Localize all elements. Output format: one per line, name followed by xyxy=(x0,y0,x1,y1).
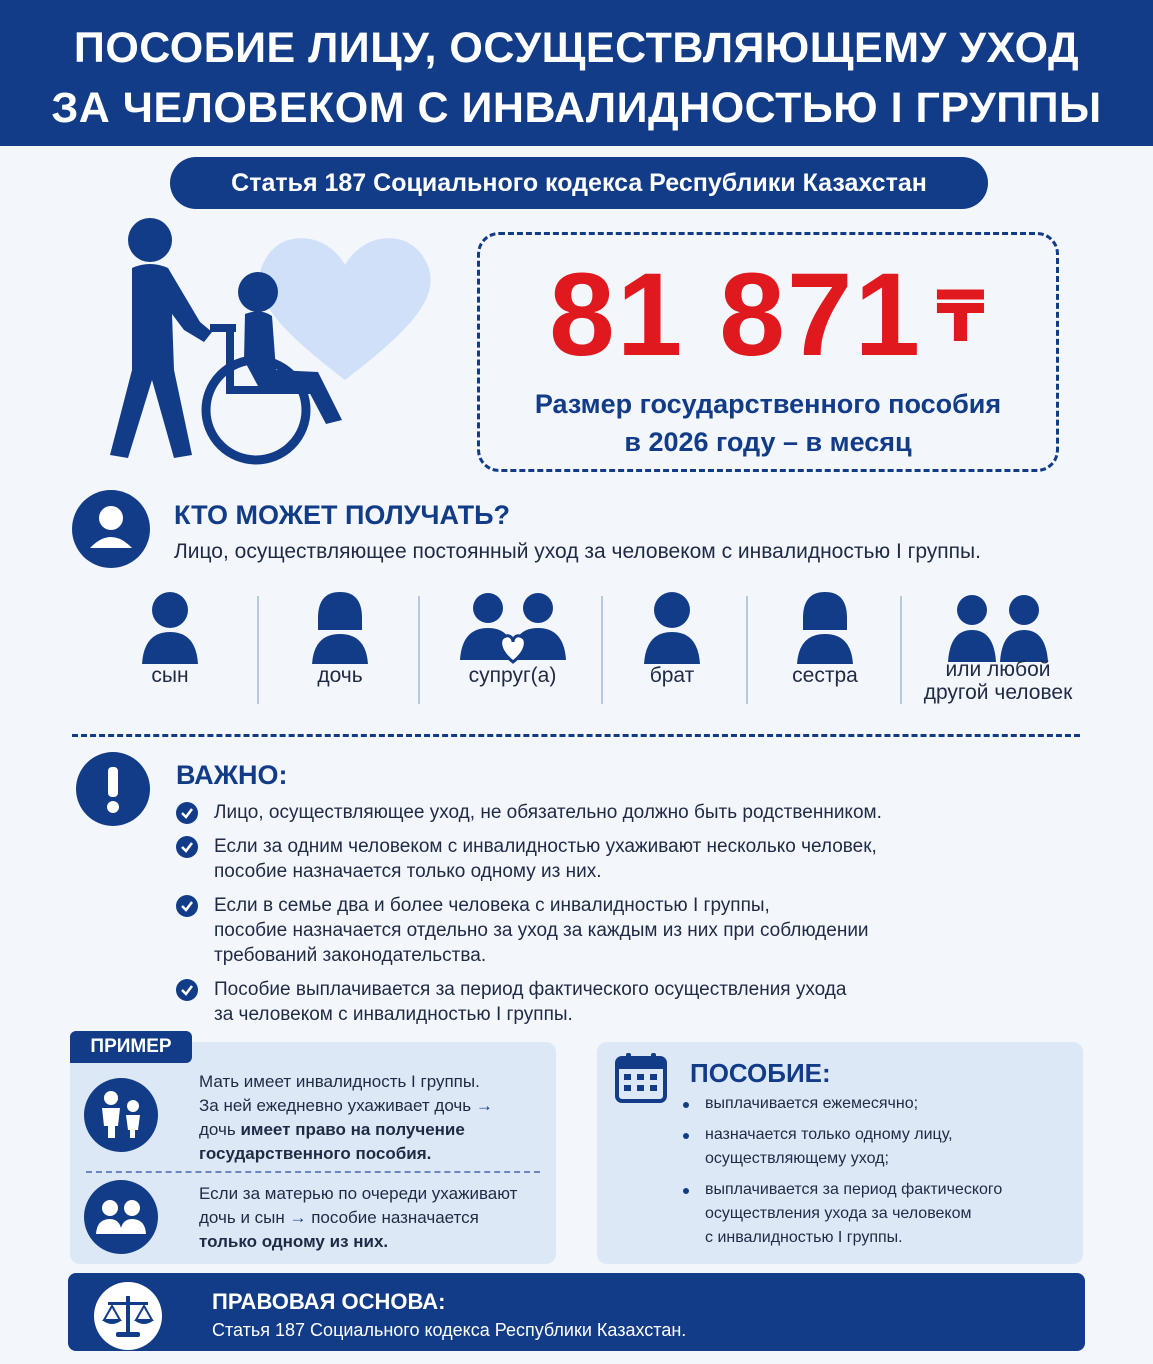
user-icon xyxy=(72,490,150,568)
amount-value: 81 871 xyxy=(549,249,923,381)
list-item xyxy=(176,834,956,884)
example-text: дочь xyxy=(199,1120,241,1139)
relative-label: или любой xyxy=(945,658,1051,681)
list-item-text: требований законодательства. xyxy=(214,945,487,966)
list-item-text: Лицо, осуществляющее уход, не обязательно должно быть родственником. xyxy=(214,802,882,823)
divider xyxy=(601,596,603,704)
example-text-bold: имеет право на получение xyxy=(240,1120,465,1139)
list-item-text: выплачивается ежемесячно; xyxy=(705,1095,919,1112)
benefit-title: ПОСОБИЕ: xyxy=(690,1058,831,1088)
list-item-text: Если за одним человеком с инвалидностью ухаживают несколько человек, xyxy=(214,836,877,857)
check-icon xyxy=(176,895,198,917)
list-item xyxy=(683,1178,1063,1250)
example-text-bold: только одному из них. xyxy=(199,1232,389,1251)
important-list xyxy=(176,800,956,1036)
daughter-icon xyxy=(308,588,372,664)
example-text: За ней ежедневно ухаживает дочь xyxy=(199,1096,472,1115)
relative-label: сын xyxy=(151,664,189,687)
divider xyxy=(746,596,748,704)
amount-label-line-2: в 2026 году – в месяц xyxy=(624,427,912,457)
list-item-text: Если в семье два и более человека с инвалидностью I группы, xyxy=(214,895,770,916)
example-tag: ПРИМЕР xyxy=(70,1031,192,1063)
list-item-text: пособие назначается только одному из них. xyxy=(214,861,602,882)
list-item xyxy=(683,1092,1063,1116)
benefit-amount xyxy=(480,249,1056,381)
relatives-row xyxy=(80,588,1080,723)
relative-son xyxy=(120,588,220,688)
list-item-text: назначается только одному лицу, xyxy=(705,1126,953,1143)
header-line-1: ПОСОБИЕ ЛИЦУ, ОСУЩЕСТВЛЯЮЩЕМУ УХОД xyxy=(73,24,1080,72)
important-title: ВАЖНО: xyxy=(176,760,288,790)
example-text: Мать имеет инвалидность I группы. xyxy=(199,1072,480,1091)
relative-label: другой человек xyxy=(923,681,1073,704)
page-header xyxy=(0,0,1153,146)
who-text: Лицо, осуществляющее постоянный уход за человеком с инвалидностью I группы. xyxy=(174,540,981,563)
benefit-list xyxy=(683,1092,1063,1257)
relative-daughter xyxy=(290,588,390,688)
arrow-right-icon: → xyxy=(475,1096,493,1115)
relative-label: супруг(а) xyxy=(468,664,557,687)
relative-spouse xyxy=(450,588,575,688)
scales-icon xyxy=(94,1282,162,1350)
list-item xyxy=(683,1123,1063,1171)
example-divider xyxy=(86,1171,540,1173)
relative-any-person xyxy=(918,588,1078,704)
check-icon xyxy=(176,802,198,824)
calendar-icon xyxy=(614,1052,668,1104)
list-item-text: за человеком с инвалидностью I группы. xyxy=(214,1004,573,1025)
example-text: Если за матерью по очереди ухаживают xyxy=(199,1184,518,1203)
amount-label-line-1: Размер государственного пособия xyxy=(534,389,1002,419)
list-item-text: осуществления ухода за человеком xyxy=(705,1205,972,1222)
two-people-icon xyxy=(84,1180,158,1254)
list-item-text: пособие назначается отдельно за уход за каждым из них при соблюдении xyxy=(214,920,869,941)
section-divider xyxy=(72,734,1080,737)
relative-brother xyxy=(622,588,722,688)
list-item-text: осуществляющему уход; xyxy=(705,1150,889,1167)
example-text: пособие назначается xyxy=(306,1208,479,1227)
list-item xyxy=(176,800,956,825)
check-icon xyxy=(176,979,198,1001)
bullet-dot xyxy=(683,1102,689,1108)
divider xyxy=(418,596,420,704)
list-item xyxy=(176,977,956,1027)
relative-sister xyxy=(775,588,875,688)
relative-label: брат xyxy=(649,664,695,687)
heart-icon xyxy=(259,238,430,380)
amount-label xyxy=(480,385,1056,461)
list-item-text: выплачивается за период фактического xyxy=(705,1181,1003,1198)
legal-title: ПРАВОВАЯ ОСНОВА: xyxy=(212,1289,446,1314)
parent-child-icon xyxy=(84,1078,158,1152)
relative-label: дочь xyxy=(317,664,363,687)
example-text: дочь и сын xyxy=(199,1208,290,1227)
check-icon xyxy=(176,836,198,858)
sister-icon xyxy=(793,588,857,664)
divider xyxy=(257,596,259,704)
legal-text: Статья 187 Социального кодекса Республики Казахстан. xyxy=(212,1320,687,1340)
list-item-text: Пособие выплачивается за период фактического осуществления ухода xyxy=(214,979,847,1000)
bullet-dot xyxy=(683,1133,689,1139)
example-case-2 xyxy=(199,1182,517,1254)
people-icon xyxy=(946,588,1050,664)
relative-label: сестра xyxy=(792,664,858,687)
header-line-2: ЗА ЧЕЛОВЕКОМ С ИНВАЛИДНОСТЬЮ I ГРУППЫ xyxy=(51,84,1102,132)
list-item-text: с инвалидностью I группы. xyxy=(705,1229,903,1246)
divider xyxy=(900,596,902,704)
spouse-icon xyxy=(458,588,568,664)
caregiver-wheelchair-icon xyxy=(80,210,440,470)
amount-box xyxy=(477,232,1059,472)
son-icon xyxy=(138,588,202,664)
bullet-dot xyxy=(683,1188,689,1194)
article-pill: Статья 187 Социального кодекса Республики Казахстан xyxy=(170,157,988,209)
brother-icon xyxy=(640,588,704,664)
exclamation-icon xyxy=(76,752,150,826)
example-case-1 xyxy=(199,1070,493,1166)
arrow-right-icon: → xyxy=(289,1208,307,1227)
list-item xyxy=(176,893,956,968)
example-text-bold: государственного пособия. xyxy=(199,1144,432,1163)
currency-symbol: ₸ xyxy=(936,278,987,356)
who-title: КТО МОЖЕТ ПОЛУЧАТЬ? xyxy=(174,500,511,530)
